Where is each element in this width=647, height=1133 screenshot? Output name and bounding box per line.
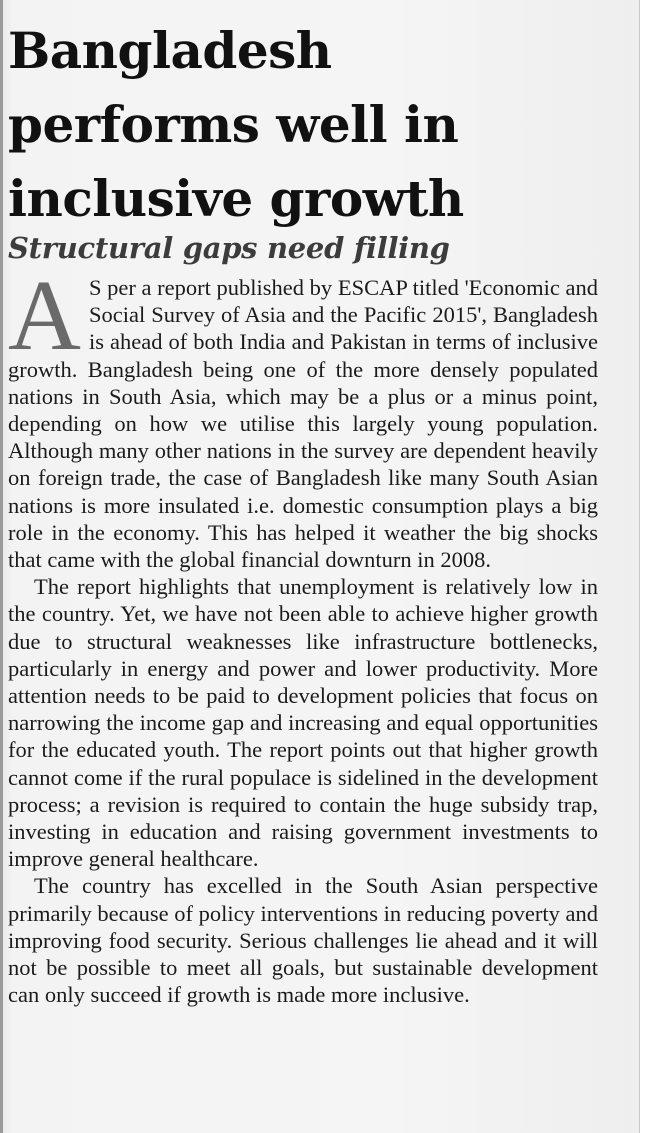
left-column-rule [0,0,3,1133]
paragraph-1-text: S per a report published by ESCAP titled 'Economic and Social Survey of Asia and the Pacific 2015', Bangladesh is ahead of both India and Pakistan in terms of inclusive growth. Bangladesh being one of the more densely populated nations in South Asia, which may be a plus or a minus point, depending on how we utilise this largely young population. Although many other nations in the survey are dependent heavily on foreign trade, the case of Bangladesh like many South Asian nations is more insulated i.e. domestic consumption plays a big role in the economy. This has helped it weather the big shocks that came with the global financial downturn in 2008. [8,275,598,573]
article [8,14,598,1008]
paragraph-1 [8,259,598,573]
paragraph-3: The country has excelled in the South Asian perspective primarily because of policy interventions in reducing poverty and improving food security. Serious challenges lie ahead and it will not be possible to meet all goals, but sustainable development can only succeed if growth is made more inclusive. [8,873,598,1008]
headline-line: inclusive growth [8,169,464,228]
headline [8,14,598,236]
article-body [8,259,598,1008]
paragraph-2: The report highlights that unemployment is relatively low in the country. Yet, we have not been able to achieve higher growth due to structural weaknesses like infrastructure bottlenecks, particularly in energy and power and lower productivity. More attention needs to be paid to development policies that focus on narrowing the income gap and increasing and equal opportunities for the educated youth. The report points out that higher growth cannot come if the rural populace is sidelined in the development process; a revision is required to contain the huge subsidy trap, investing in education and raising government investments to improve general healthcare. [8,574,598,872]
headline-line: Bangladesh [8,21,332,80]
page-edge [639,0,647,1133]
subheadline: Structural gaps need filling [8,231,450,265]
headline-line: performs well in [8,95,459,154]
drop-cap: A [8,259,81,371]
